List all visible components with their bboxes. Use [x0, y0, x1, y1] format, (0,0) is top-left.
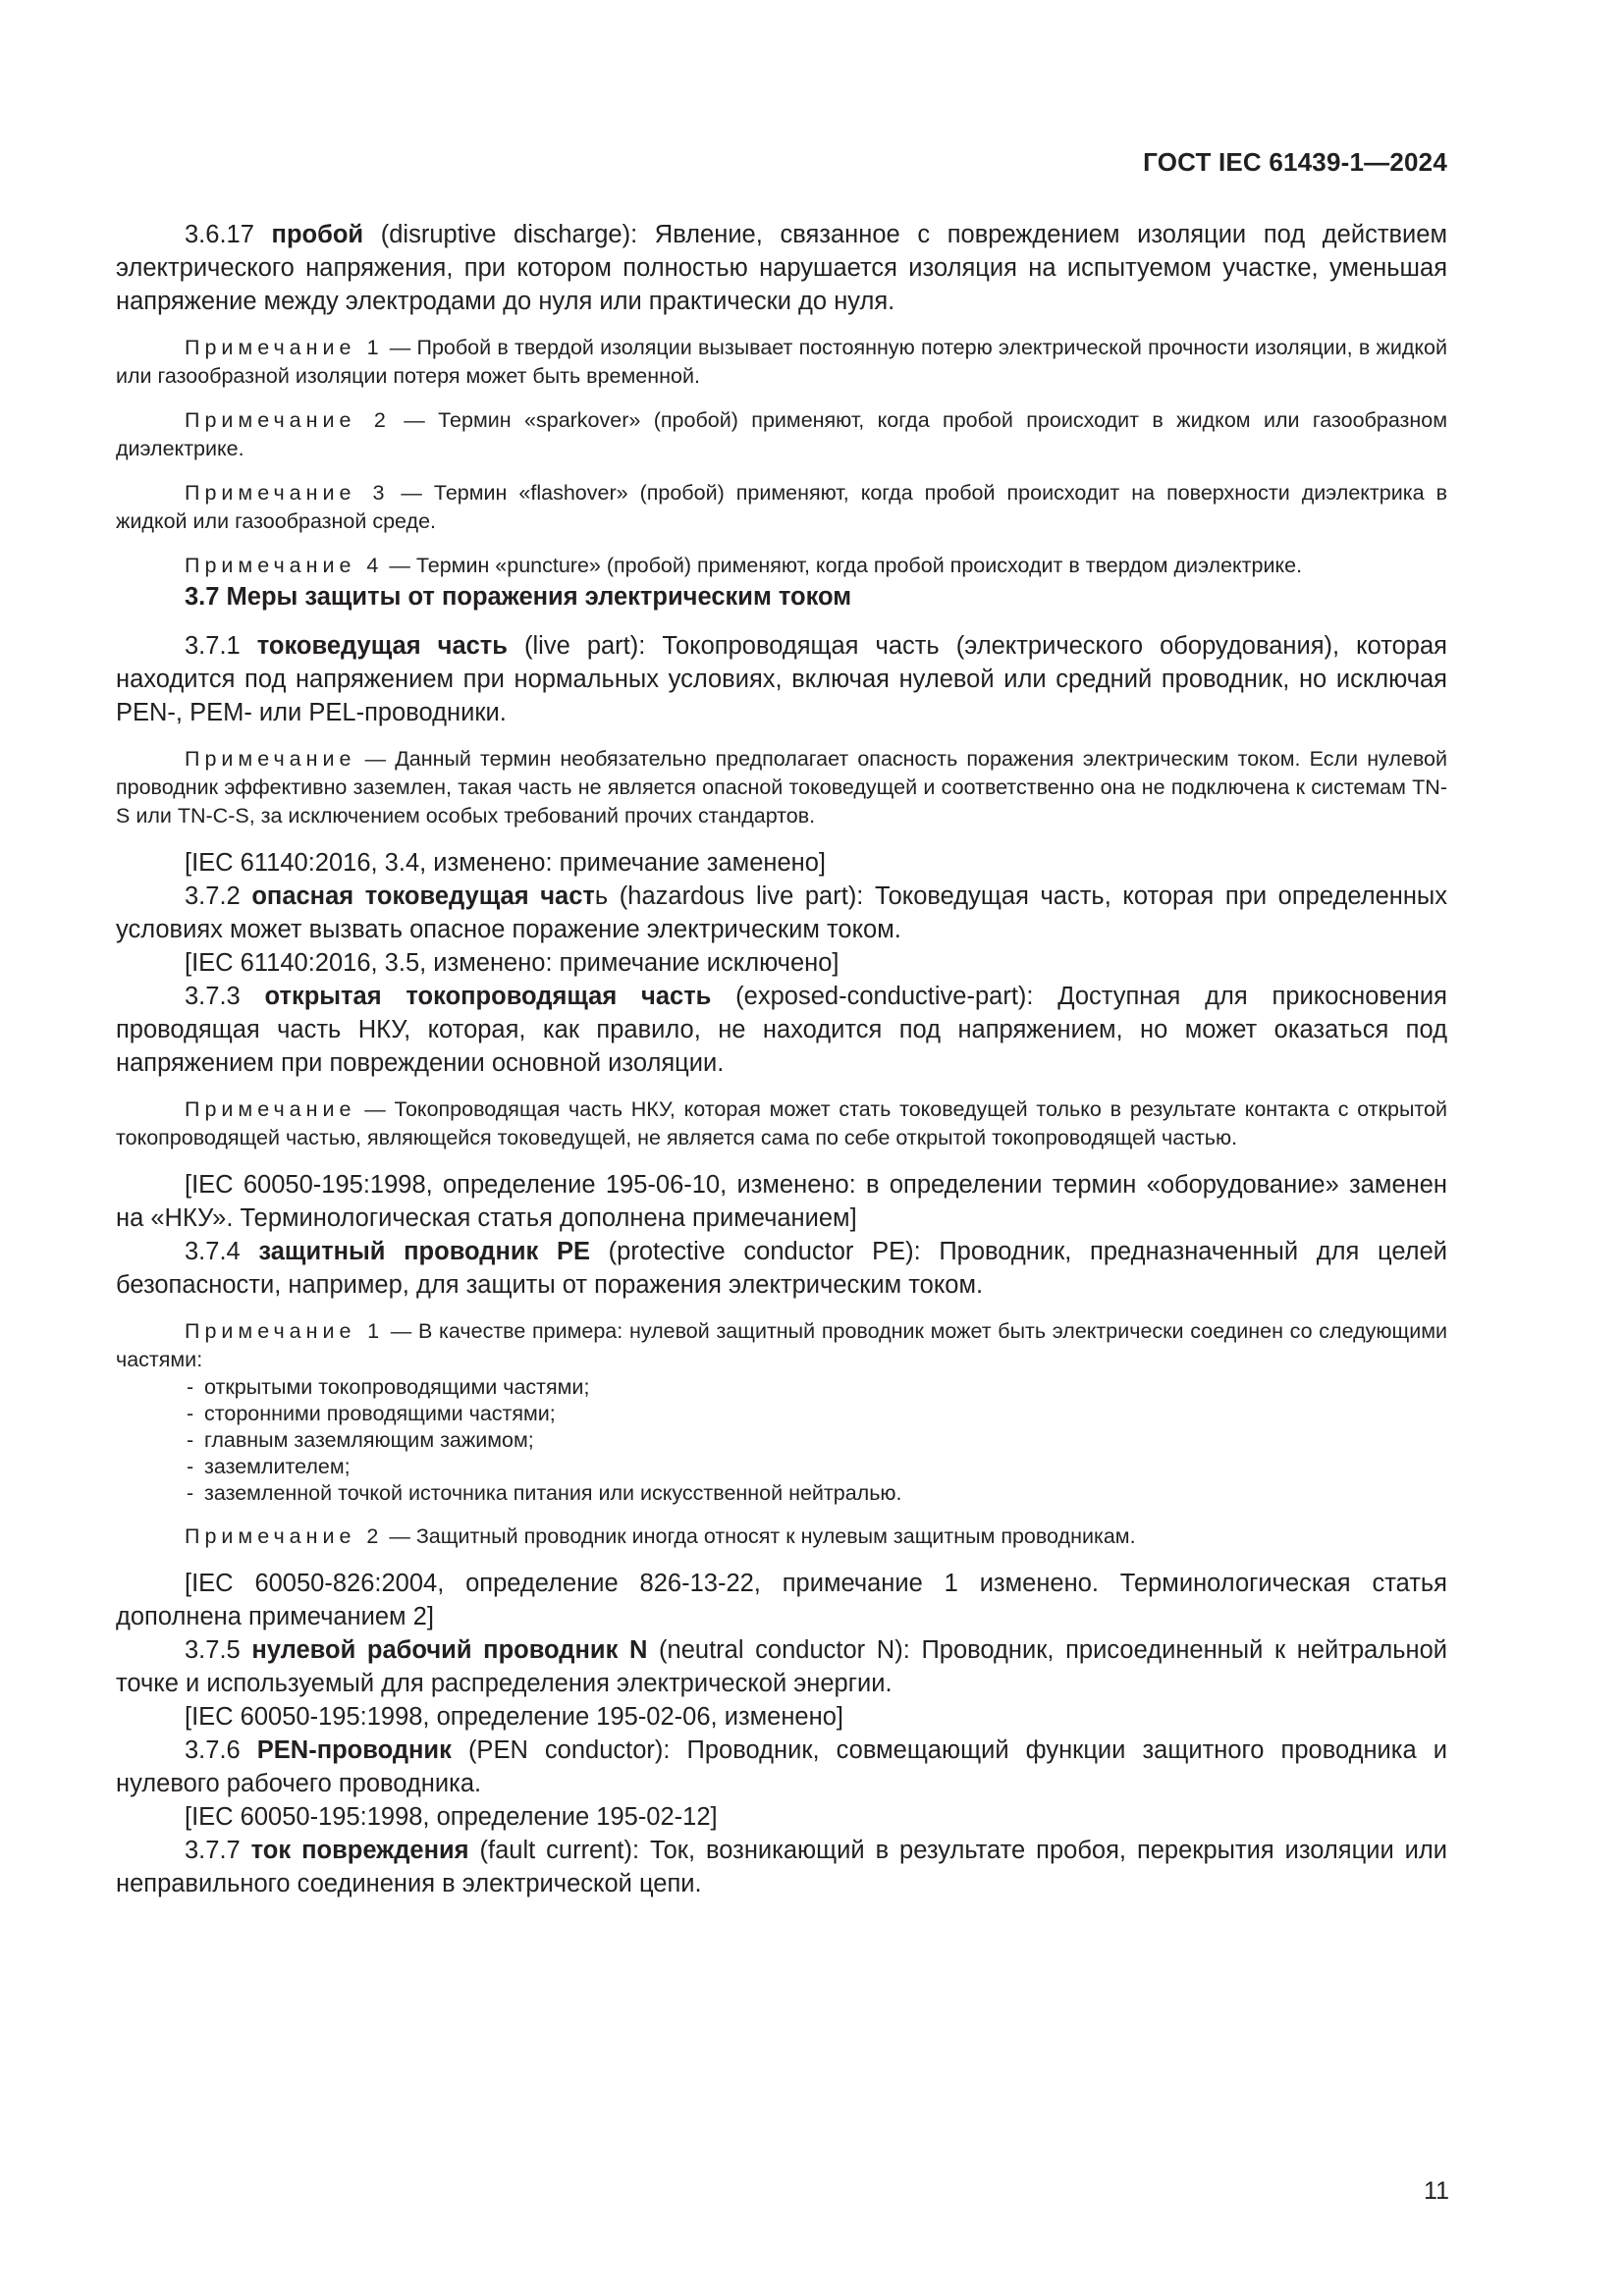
clause-number: 3.7.5: [185, 1636, 252, 1664]
note-text: — Защитный проводник иногда относят к нулевым защитным проводникам.: [383, 1524, 1136, 1548]
term-3-7-3: [116, 980, 1447, 1080]
term-definition: (PEN conductor): Проводник, совмещающий функции защитного проводника и нулевого рабочего проводника.: [116, 1736, 1447, 1797]
section-title: 3.7 Меры защиты от поражения электрическим током: [185, 583, 852, 611]
clause-number: 3.7.3: [185, 983, 265, 1010]
term-definition: (fault current): Ток, возникающий в результате пробоя, перекрытия изоляции или неправильного соединения в электрической цепи.: [116, 1837, 1447, 1897]
term-3-7-1: [116, 629, 1447, 729]
note: [116, 745, 1447, 830]
note-1: [116, 1317, 1447, 1374]
list-item: - главным заземляющим зажимом;: [116, 1427, 1447, 1454]
term-definition: (disruptive discharge): Явление, связанное с повреждением изоляции под действием электрического напряжения, при котором полностью нарушается изоляция на испытуемом участке, уменьшая напряжение между электродами до нуля или практически до нуля.: [116, 221, 1448, 315]
note-label: Примечание 1: [185, 336, 384, 359]
note-text: — В качестве примера: нулевой защитный проводник может быть электрически соединен со следующими частями:: [116, 1319, 1448, 1371]
note-label: Примечание 4: [185, 554, 384, 577]
term-3-7-2: [116, 880, 1447, 946]
clause-number: 3.7.6: [185, 1736, 257, 1764]
term-name: нулевой рабочий проводник N: [251, 1636, 648, 1664]
note-label: Примечание 3: [185, 481, 390, 505]
clause-number: 3.7.4: [185, 1238, 259, 1265]
term-definition: (neutral conductor N): Проводник, присоединенный к нейтральной точке и используемый для распределения электрической энергии.: [116, 1636, 1447, 1697]
term-name: ток повреждения: [250, 1837, 469, 1864]
reference: [IEC 61140:2016, 3.4, изменено: примечание заменено]: [185, 849, 827, 877]
note-2: [116, 406, 1447, 463]
term-name: PEN-проводник: [256, 1736, 452, 1764]
term-3-7-5: [116, 1633, 1447, 1700]
note-label: Примечание 1: [185, 1319, 385, 1343]
term-name: пробой: [271, 221, 364, 248]
note-label: Примечание: [185, 1097, 356, 1121]
reference: [IEC 60050-826:2004, определение 826-13-22, примечание 1 изменено. Терминологическая статья дополнена примечанием 2]: [116, 1570, 1447, 1630]
note: [116, 1095, 1447, 1152]
page-number: 11: [1424, 2177, 1449, 2205]
note-text: — Данный термин необязательно предполагает опасность поражения электрическим током. Если нулевой проводник эффективно заземлен, такая часть не является опасной токоведущей и соответственно она не подключена к системам TN-S или TN-C-S, за исключением особых требований прочих стандартов.: [116, 747, 1447, 828]
term-definition: (live part): Токопроводящая часть (электрического оборудования), которая находится под напряжением при нормальных условиях, включая нулевой или средний проводник, но исключая PEN-, PEM- или PEL-проводники.: [116, 632, 1447, 726]
list-item: - заземленной точкой источника питания или искусственной нейтралью.: [116, 1480, 1447, 1507]
term-3-7-7: [116, 1834, 1447, 1900]
document-header: ГОСТ IEC 61439-1—2024: [1143, 147, 1447, 177]
list-item: - заземлителем;: [116, 1454, 1447, 1480]
reference: [IEC 60050-195:1998, определение 195-02-06, изменено]: [185, 1703, 843, 1731]
term-name: опасная токоведущая част: [251, 882, 595, 910]
note-text: — Термин «puncture» (пробой) применяют, когда пробой происходит в твердом диэлектрике.: [383, 554, 1303, 577]
reference: [IEC 61140:2016, 3.5, изменено: примечание исключено]: [185, 949, 839, 977]
note-text: — Пробой в твердой изоляции вызывает постоянную потерю электрической прочности изоляции, в жидкой или газообразной изоляции потеря может быть временной.: [116, 336, 1447, 388]
reference: [IEC 60050-195:1998, определение 195-02-12]: [185, 1803, 718, 1831]
term-3-7-6: [116, 1734, 1447, 1800]
clause-number: 3.7.1: [185, 632, 257, 660]
note-1: [116, 334, 1447, 391]
note-label: Примечание 2: [185, 1524, 384, 1548]
term-name: открытая токопроводящая часть: [264, 983, 712, 1010]
list-item: - открытыми токопроводящими частями;: [116, 1374, 1447, 1401]
note-2: [116, 1522, 1447, 1551]
note-4: [116, 552, 1447, 580]
term-3-6-17: [116, 218, 1447, 318]
note-text: — Токопроводящая часть НКУ, которая может стать токоведущей только в результате контакта с открытой токопроводящей частью, являющейся токоведущей, не является сама по себе открытой токопроводящей частью.: [116, 1097, 1447, 1149]
reference: [IEC 60050-195:1998, определение 195-06-10, изменено: в определении термин «оборудование» заменен на «НКУ». Терминологическая статья дополнена примечанием]: [116, 1171, 1447, 1232]
note-label: Примечание 2: [185, 408, 391, 432]
clause-number: 3.6.17: [185, 221, 272, 248]
note-3: [116, 479, 1447, 536]
note-label: Примечание: [185, 747, 356, 771]
clause-number: 3.7.7: [185, 1837, 251, 1864]
term-name: защитный проводник PE: [258, 1238, 590, 1265]
term-name-tail: ь: [594, 882, 609, 910]
clause-number: 3.7.2: [185, 882, 252, 910]
page-content: [116, 218, 1447, 1900]
term-definition: (hazardous live part): Токоведущая часть, которая при определенных условиях может вызвать опасное поражение электрическим током.: [116, 882, 1447, 943]
note-text: — Термин «sparkover» (пробой) применяют, когда пробой происходит в жидком или газообразном диэлектрике.: [116, 408, 1448, 460]
term-name: токоведущая часть: [256, 632, 508, 660]
term-definition: (exposed-conductive-part): Доступная для прикосновения проводящая часть НКУ, которая, как правило, не находится под напряжением, но может оказаться под напряжением при повреждении основной изоляции.: [116, 983, 1447, 1077]
term-definition: (protective conductor PE): Проводник, предназначенный для целей безопасности, например, для защиты от поражения электрическим током.: [116, 1238, 1447, 1299]
term-3-7-4: [116, 1235, 1447, 1302]
list-item: - сторонними проводящими частями;: [116, 1401, 1447, 1427]
note-text: — Термин «flashover» (пробой) применяют, когда пробой происходит на поверхности диэлектрика в жидкой или газообразной среде.: [116, 481, 1447, 533]
note-list: [116, 1374, 1447, 1507]
